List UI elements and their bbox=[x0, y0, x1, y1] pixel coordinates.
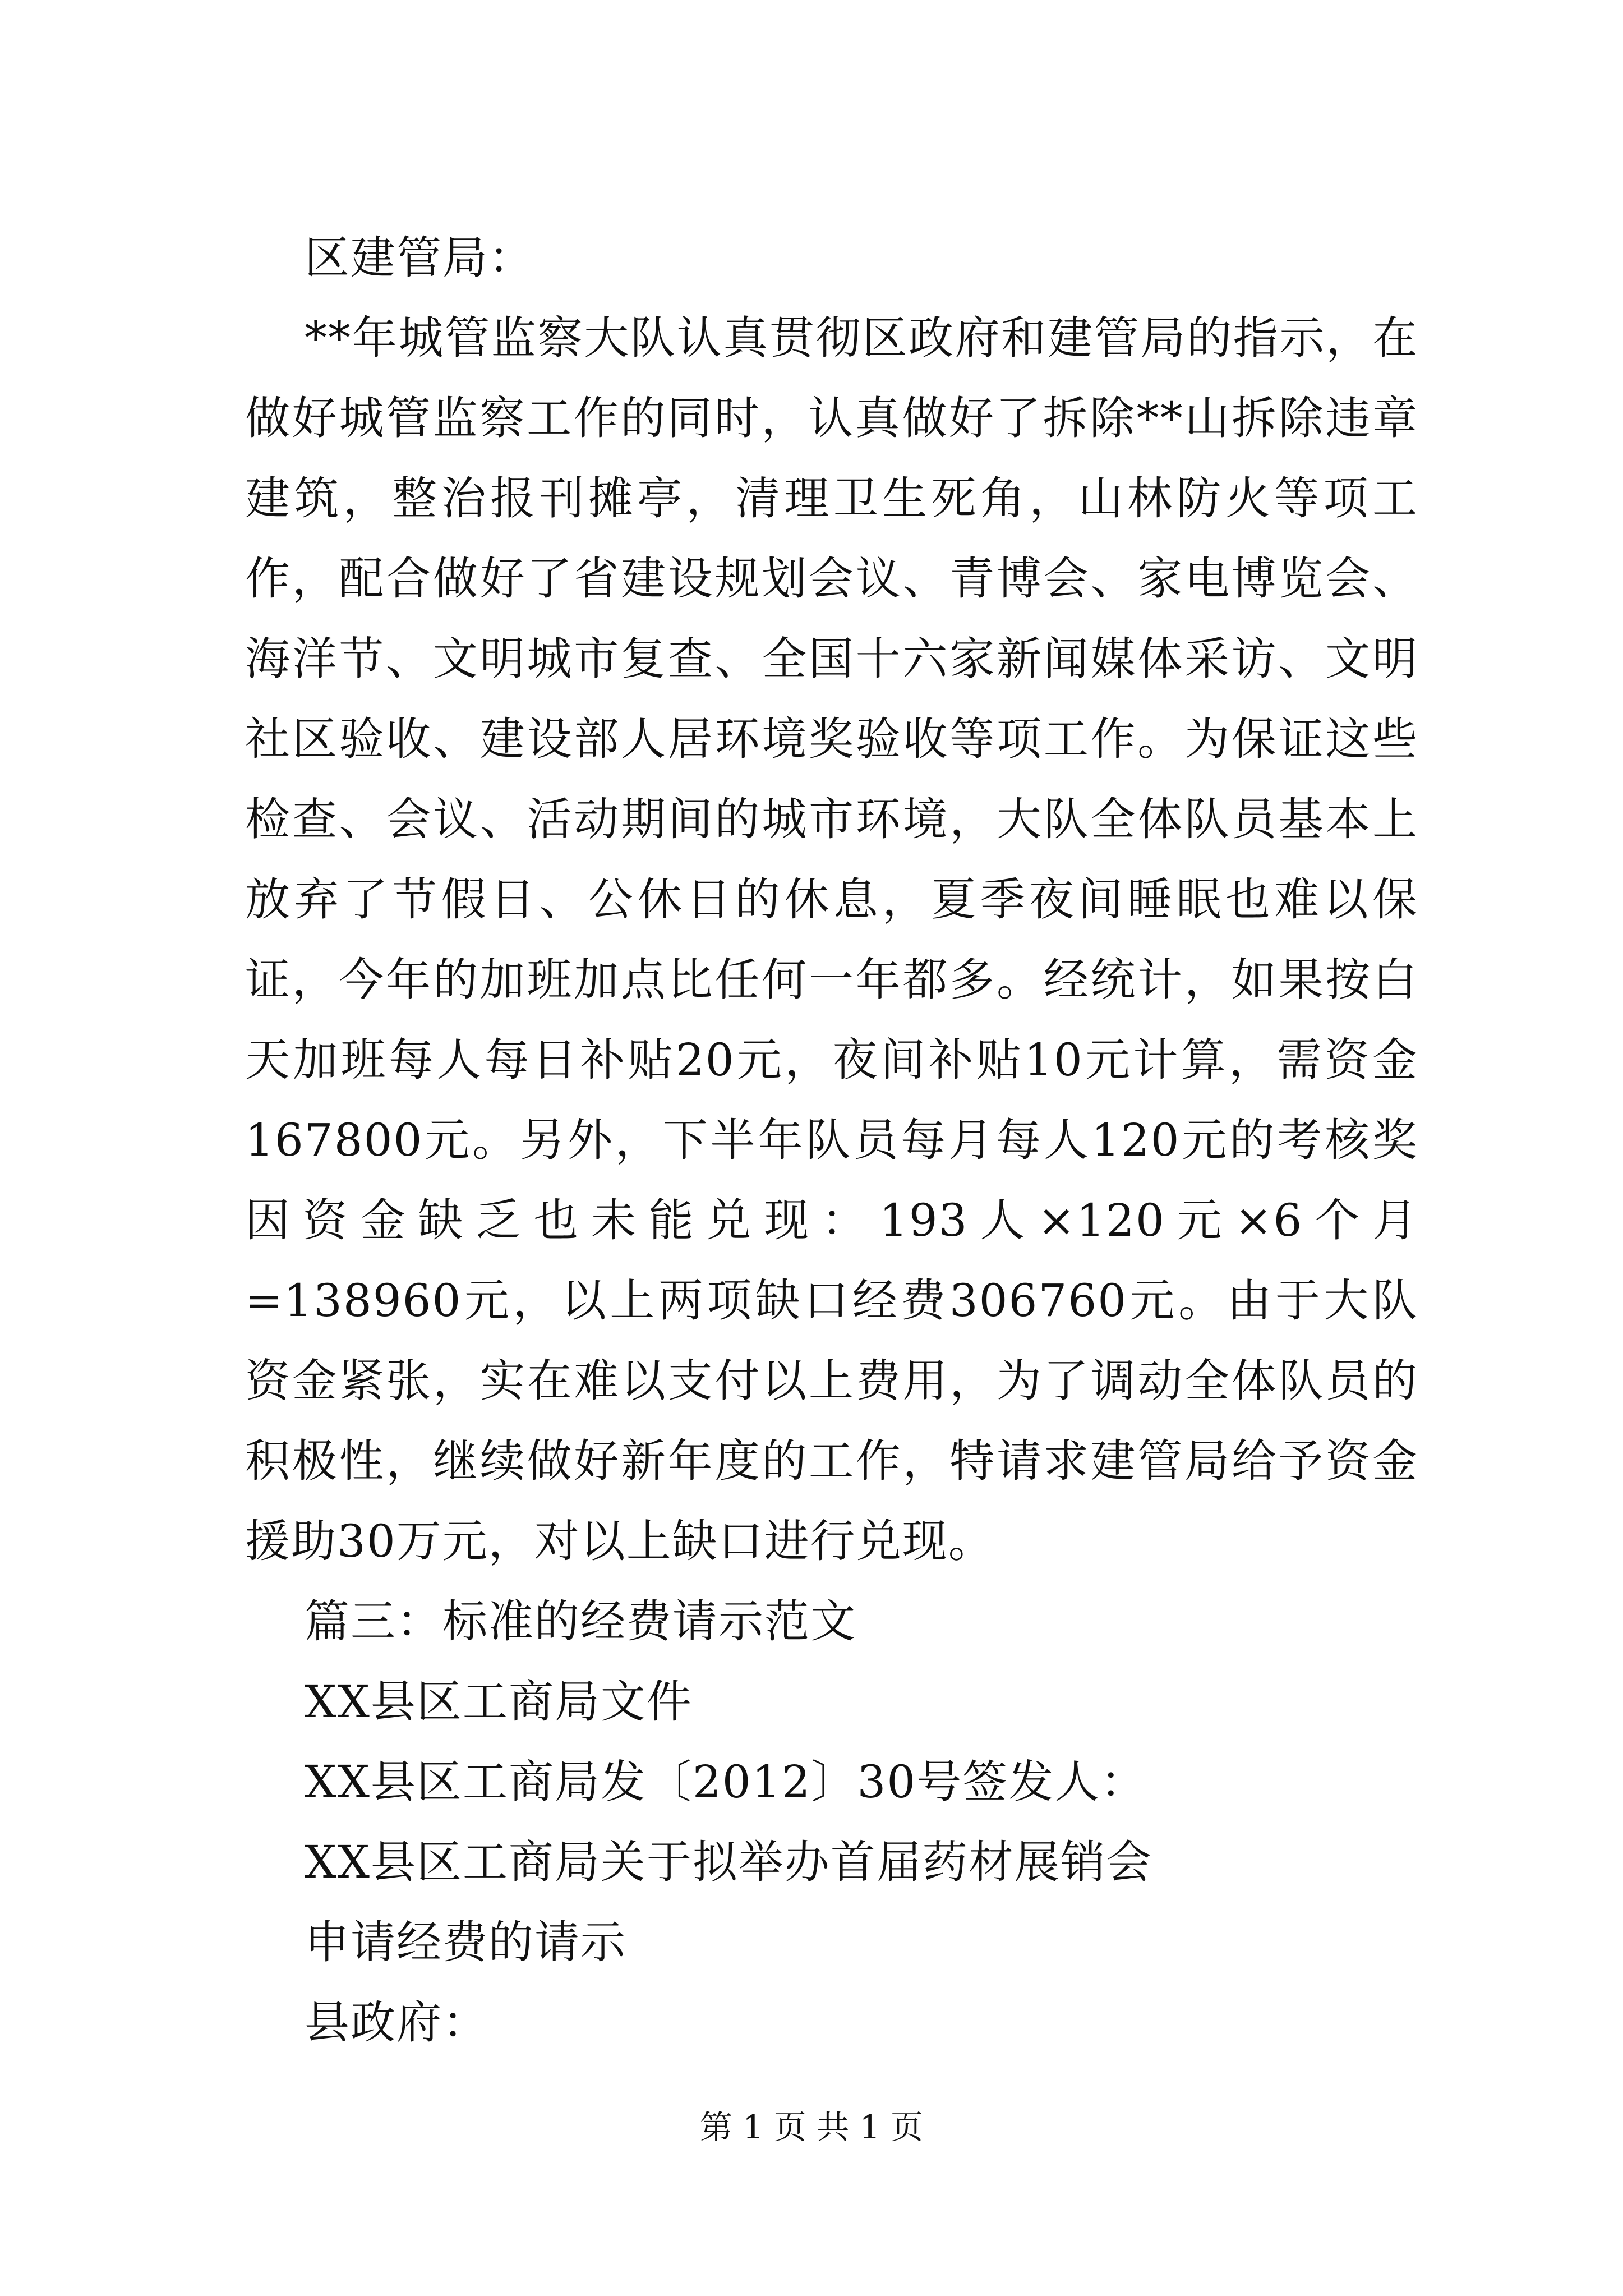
page-footer: 第 1 页 共 1 页 bbox=[700, 2108, 923, 2146]
section-heading: 篇三：标准的经费请示范文 bbox=[305, 1595, 856, 1648]
document-header: XX县区工商局文件 bbox=[305, 1676, 693, 1728]
document-title: XX县区工商局关于拟举办首届药材展销会 bbox=[305, 1836, 1152, 1888]
document-title-cont: 申请经费的请示 bbox=[305, 1916, 626, 1968]
document-number: XX县区工商局发〔2012〕30号签发人： bbox=[305, 1756, 1147, 1808]
salutation: 区建管局： bbox=[305, 232, 534, 284]
document-body bbox=[245, 218, 1418, 2063]
body-paragraph: **年城管监察大队认真贯彻区政府和建管局的指示，在做好城管监察工作的同时，认真做好了拆除**山拆除违章建筑，整治报刊摊亭，清理卫生死角，山林防火等项工作，配合做好了省建设规划会议、青博会、家电博览会、海洋节、文明城市复查、全国十六家新闻媒体采访、文明社区验收、建设部人居环境奖验收等项工作。为保证这些检查、会议、活动期间的城市环境，大队全体队员基本上放弃了节假日、公休日的休息，夏季夜间睡眠也难以保证，今年的加班加点比任何一年都多。经统计，如果按白天加班每人每日补贴20元，夜间补贴10元计算，需资金167800元。另外，下半年队员每月每人120元的考核奖因资金缺乏也未能兑现：193人×120元×6个月=138960元，以上两项缺口经费306760元。由于大队资金紧张，实在难以支付以上费用，为了调动全体队员的积极性，继续做好新年度的工作，特请求建管局给予资金援助30万元，对以上缺口进行兑现。 bbox=[245, 312, 1418, 1567]
recipient: 县政府： bbox=[305, 1996, 488, 2049]
